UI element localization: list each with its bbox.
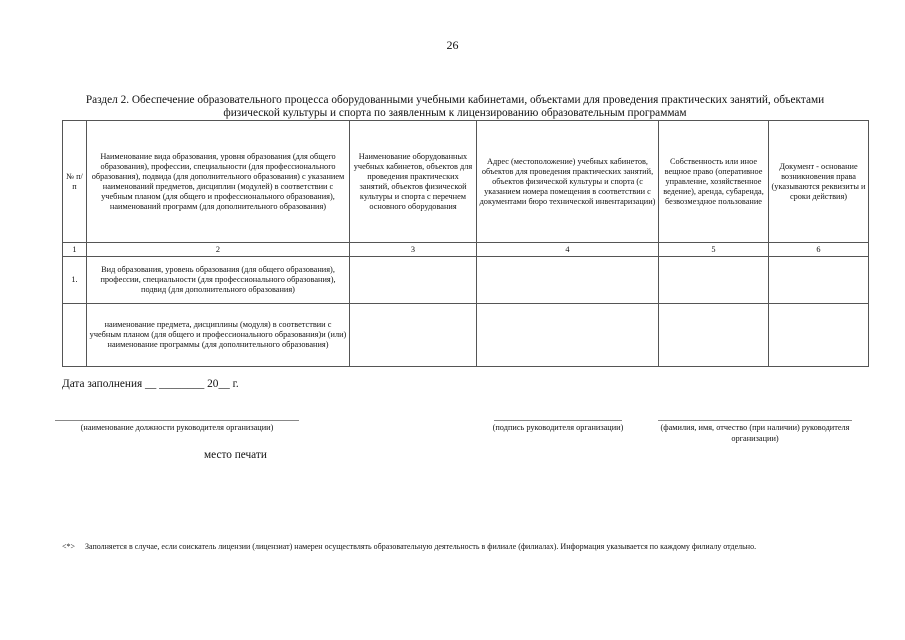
column-number: 4 xyxy=(477,243,659,257)
header-cell-address: Адрес (местоположение) учебных кабинетов, объектов для проведения практических занятий, объектов физической культуры и спорта (с указанием номера помещения в соответствии с документами бюро технической инвентаризации) xyxy=(477,121,659,243)
signature-caption: (подпись руководителя организации) xyxy=(492,423,624,432)
column-number: 1 xyxy=(63,243,87,257)
position-caption: (наименование должности руководителя организации) xyxy=(80,423,274,432)
stamp-place-label: место печати xyxy=(204,449,267,461)
name-caption: (фамилия, имя, отчество (при наличии) руководителя организации) xyxy=(660,423,850,443)
row-number: 1. xyxy=(63,257,87,304)
fill-date-line: Дата заполнения __ ________ 20__ г. xyxy=(62,378,239,390)
footnote-text: Заполняется в случае, если соискатель лицензии (лицензиат) намерен осуществлять образовательную деятельность в филиале (филиалах). Информация указывается по каждому филиалу отдельно. xyxy=(85,542,757,551)
column-number: 5 xyxy=(659,243,769,257)
page-number: 26 xyxy=(446,38,459,52)
table-cell xyxy=(659,304,769,367)
column-number: 3 xyxy=(350,243,477,257)
header-cell-education-type: Наименование вида образования, уровня образования (для общего образования), профессии, специальности (для профессионального образования), подвида (для дополнительного образования) с указанием наименований предметов, дисциплин (модулей) в соответствии с учебным планом (для общего и профессионального образования), наименований программ (для дополнительного образования) xyxy=(87,121,350,243)
table-cell xyxy=(477,304,659,367)
table-cell xyxy=(769,257,869,304)
row-description: Вид образования, уровень образования (для общего образования), профессии, специальности (для профессионального образования), подвид (для дополнительного образования) xyxy=(87,257,350,304)
footnote xyxy=(62,541,846,553)
table-cell xyxy=(477,257,659,304)
table-cell xyxy=(350,257,477,304)
header-cell-document: Документ - основание возникновения права (указываются реквизиты и сроки действия) xyxy=(769,121,869,243)
column-number: 2 xyxy=(87,243,350,257)
header-cell-ownership: Собственность или иное вещное право (оперативное управление, хозяйственное ведение), аренда, субаренда, безвозмездное пользование xyxy=(659,121,769,243)
header-cell-cabinets: Наименование оборудованных учебных кабинетов, объектов для проведения практических занятий, объектов физической культуры и спорта с перечнем основного оборудования xyxy=(350,121,477,243)
column-number: 6 xyxy=(769,243,869,257)
row-number xyxy=(63,304,87,367)
table-cell xyxy=(769,304,869,367)
signature-line-signature xyxy=(494,420,622,421)
table-row xyxy=(63,257,869,304)
table-cell xyxy=(350,304,477,367)
section-title: Раздел 2. Обеспечение образовательного процесса оборудованными учебными кабинетами, объектами для проведения практических занятий, объектами физической культуры и спорта по заявленным к лицензированию образовательным программам xyxy=(85,94,825,119)
row-description: наименование предмета, дисциплины (модуля) в соответствии с учебным планом (для общего и профессионального образования)и (или) наименование программы (для дополнительного образования) xyxy=(87,304,350,367)
header-cell-number: № п/п xyxy=(63,121,87,243)
equipment-table xyxy=(62,120,869,367)
footnote-mark: <*> xyxy=(62,542,76,551)
table-header-row xyxy=(63,121,869,243)
column-number-row xyxy=(63,243,869,257)
signature-line-position xyxy=(55,420,299,421)
table-cell xyxy=(659,257,769,304)
signature-line-name xyxy=(658,420,852,421)
table-row xyxy=(63,304,869,367)
